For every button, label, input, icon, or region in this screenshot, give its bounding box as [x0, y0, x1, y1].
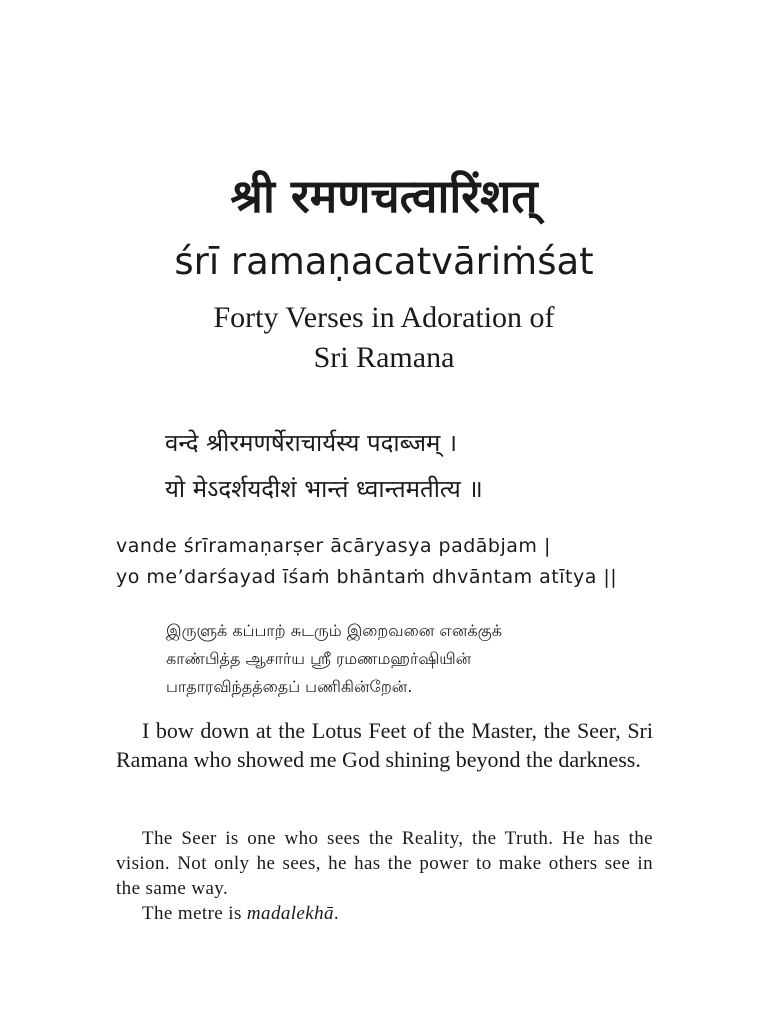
verse-tamil-line-1: இருளுக் கப்பாற் சுடரும் இறைவனை எனக்குக்: [166, 621, 502, 640]
metre-prefix: The metre is: [142, 903, 247, 924]
verse-devanagari-line-1: वन्दे श्रीरमणर्षेराचार्यस्य पदाब्जम् ।: [165, 429, 458, 457]
verse-tamil-line-2: காண்பித்த ஆசார்ய ஸ்ரீ ரமணமஹர்ஷியின்: [166, 649, 472, 668]
verse-tamil-line-3: பாதாரவிந்தத்தைப் பணிகின்றேன்.: [166, 677, 413, 696]
title-transliteration: śrī ramaṇacatvāriṁśat: [174, 240, 594, 283]
metre-suffix: .: [333, 903, 340, 924]
subtitle-line-1: Forty Verses in Adoration of: [213, 301, 555, 334]
subtitle: [0, 298, 768, 378]
metre-name: madalekhā: [246, 903, 334, 924]
verse-transliteration-line-2: yo me’darśayad īśaṁ bhāntaṁ dhvāntam atītya ||: [116, 566, 618, 588]
commentary-paragraph: The Seer is one who sees the Reality, the Truth. He has the vision. Not only he sees, he has the power to make others see in the same way.: [116, 828, 653, 899]
title-devanagari: श्री रमणचत्वारिंशत्: [230, 169, 538, 223]
translation-paragraph: I bow down at the Lotus Feet of the Master, the Seer, Sri Ramana who showed me God shining beyond the darkness.: [116, 718, 653, 772]
verse-transliteration-line-1: vande śrīramaṇarṣer ācāryasya padābjam |: [116, 535, 551, 557]
metre-paragraph: [116, 901, 653, 926]
verse-devanagari-line-2: यो मेऽदर्शयदीशं भान्तं ध्वान्तमतीत्य ॥: [165, 475, 483, 503]
subtitle-line-2: Sri Ramana: [313, 341, 455, 374]
